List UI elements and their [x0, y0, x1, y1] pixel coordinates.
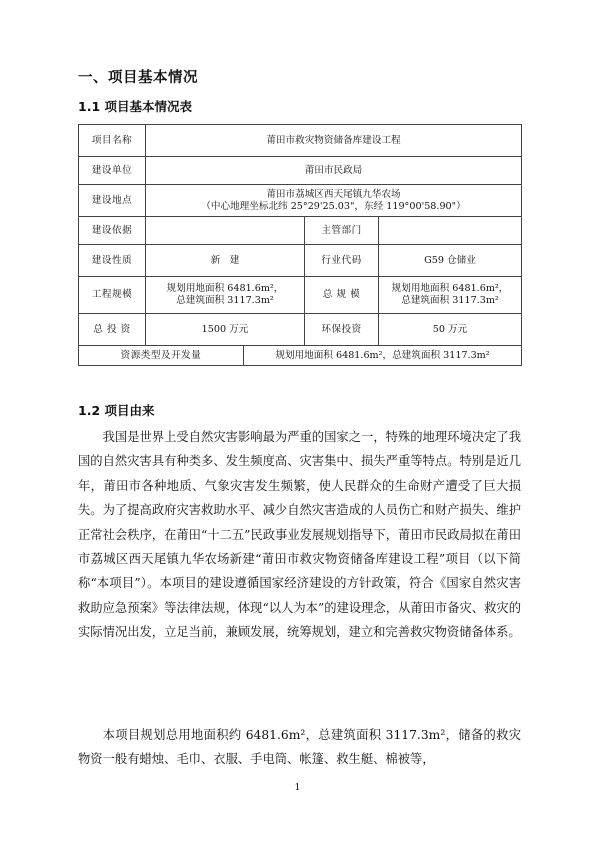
authority-value	[379, 217, 522, 245]
section-title: 一、项目基本情况	[78, 70, 198, 86]
location-line-2: （中心地理坐标北纬 25°29'25.03"，东经 119°00'58.90"）	[201, 200, 466, 212]
basis-value	[146, 217, 305, 245]
table-row	[79, 217, 522, 245]
table-row	[79, 185, 522, 217]
scale-value	[146, 277, 305, 314]
total-scale-line-1: 规划用地面积 6481.6m²，	[391, 283, 509, 294]
table-label: 建设性质	[79, 245, 146, 277]
project-info-table	[78, 124, 522, 366]
industry-code-value: G59 仓储业	[379, 245, 522, 277]
table-label: 项目名称	[79, 125, 146, 157]
table-label: 行业代码	[305, 245, 379, 277]
table-label: 主管部门	[305, 217, 379, 245]
table-row	[79, 157, 522, 185]
resource-value: 规划用地面积 6481.6m²，总建筑面积 3117.3m²	[244, 346, 522, 366]
body-paragraph: 本项目规划总用地面积约 6481.6m²，总建筑面积 3117.3m²，储备的救灾物资一般有蜡烛、毛巾、衣服、手电筒、帐篷、救生艇、棉被等，	[78, 728, 521, 767]
total-scale-value	[379, 277, 522, 314]
table-label: 环保投资	[305, 314, 379, 346]
scale-line-2: 总建筑面积 3117.3m²	[176, 295, 274, 306]
project-name-value: 莆田市救灾物资储备库建设工程	[146, 125, 522, 157]
total-scale-line-2: 总建筑面积 3117.3m²	[401, 295, 499, 306]
table-label: 总 规 模	[305, 277, 379, 314]
table-row	[79, 314, 522, 346]
subsection-title-1: 1.1 项目基本情况表	[78, 99, 192, 114]
page-number: 1	[294, 783, 301, 793]
subsection-title-2: 1.2 项目由来	[78, 403, 155, 418]
table-label: 工程规模	[79, 277, 146, 314]
scale-line-1: 规划用地面积 6481.6m²，	[166, 283, 284, 294]
table-label: 建设地点	[79, 185, 146, 217]
location-value	[146, 185, 522, 217]
table-label: 建设依据	[79, 217, 146, 245]
table-row	[79, 346, 522, 366]
body-paragraph: 我国是世界上受自然灾害影响最为严重的国家之一，特殊的地理环境决定了我国的自然灾害具有种类多、发生频度高、灾害集中、损失严重等特点。特别是近几年，莆田市各种地质、气象灾害发生频繁，使人民群众的生命财产遭受了巨大损失。为了提高政府灾害救助水平、减少自然灾害造成的人员伤亡和财产损失、维护正常社会秩序，在莆田“十二五”民政事业发展规划指导下，莆田市民政局拟在莆田市荔城区西天尾镇九华农场新建“莆田市救灾物资储备库建设工程”项目（以下简称“本项目”）。本项目的建设遵循国家经济建设的方针政策，符合《国家自然灾害救助应急预案》等法律法规，体现“以人为本”的建设理念，从莆田市备灾、救灾的实际情况出发，立足当前，兼顾发展，统筹规划，建立和完善救灾物资储备体系。	[78, 430, 521, 640]
table-label: 总 投 资	[79, 314, 146, 346]
builder-value: 莆田市民政局	[146, 157, 522, 185]
investment-value: 1500 万元	[146, 314, 305, 346]
env-investment-value: 50 万元	[379, 314, 522, 346]
table-row	[79, 125, 522, 157]
table-label: 资源类型及开发量	[79, 346, 244, 366]
table-label: 建设单位	[79, 157, 146, 185]
location-line-1: 莆田市荔城区西天尾镇九华农场	[266, 188, 401, 200]
table-row	[79, 245, 522, 277]
table-row	[79, 277, 522, 314]
nature-value: 新 建	[146, 245, 305, 277]
